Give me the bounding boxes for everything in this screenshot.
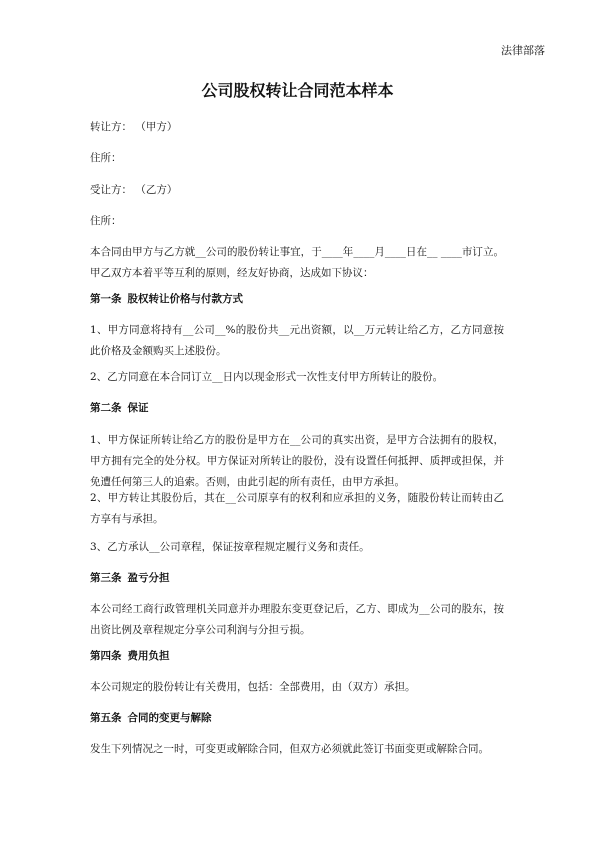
article-number: 第四条	[90, 650, 122, 662]
intro-paragraph: 本合同由甲方与乙方就__公司的股份转让事宜，于____年____月____日在__ ____市订立。甲乙双方本着平等互利的原则，经友好协商，达成如下协议：	[90, 246, 504, 279]
article-5-heading	[90, 708, 212, 729]
transferor-address-line: 住所：	[90, 152, 122, 164]
article-1-heading	[90, 289, 243, 310]
article-number: 第二条	[90, 402, 122, 414]
article-2-heading	[90, 398, 149, 419]
document-title: 公司股权转让合同范本样本	[201, 81, 394, 100]
transferee-address-line: 住所：	[90, 215, 122, 227]
article-3-clause-1: 本公司经工商行政管理机关同意并办理股东变更登记后，乙方、即成为__公司的股东，按出资比例及章程规定分享公司利润与分担亏损。	[90, 603, 504, 636]
transferee-line: 受让方： （乙方）	[90, 184, 178, 196]
article-4-clause-1: 本公司规定的股份转让有关费用，包括：全部费用，由（双方）承担。	[90, 681, 416, 693]
article-2-clause-3: 3、乙方承认__公司章程，保证按章程规定履行义务和责任。	[90, 541, 370, 553]
article-title: 盈亏分担	[127, 572, 170, 584]
transferor-line: 转让方： （甲方）	[90, 121, 178, 133]
article-5-clause-1: 发生下列情况之一时，可变更或解除合同，但双方必须就此签订书面变更或解除合同。	[90, 743, 489, 755]
article-3-heading	[90, 568, 170, 589]
article-1-clause-1: 1、甲方同意将持有__公司__%的股份共__元出资额，以__万元转让给乙方，乙方同意按此价格及金额购买上述股份。	[90, 324, 504, 357]
article-number: 第一条	[90, 293, 122, 305]
article-4-heading	[90, 646, 170, 667]
article-number: 第三条	[90, 572, 122, 584]
article-2-clause-2: 2、甲方转让其股份后，其在__公司原享有的权利和应承担的义务，随股份转让而转由乙方享有与承担。	[90, 492, 504, 525]
header-brand: 法律部落	[501, 44, 545, 57]
article-title: 保证	[127, 402, 149, 414]
article-number: 第五条	[90, 712, 122, 724]
article-title: 合同的变更与解除	[127, 712, 212, 724]
article-title: 股权转让价格与付款方式	[127, 293, 243, 305]
article-2-clause-1: 1、甲方保证所转让给乙方的股份是甲方在__公司的真实出资，是甲方合法拥有的股权，甲方拥有完全的处分权。甲方保证对所转让的股份，没有设置任何抵押、质押或担保，并免遭任何第三人的追索。否则，由此引起的所有责任，由甲方承担。	[90, 434, 504, 488]
article-1-clause-2: 2、乙方同意在本合同订立__日内以现金形式一次性支付甲方所转让的股份。	[90, 371, 444, 383]
article-title: 费用负担	[127, 650, 170, 662]
